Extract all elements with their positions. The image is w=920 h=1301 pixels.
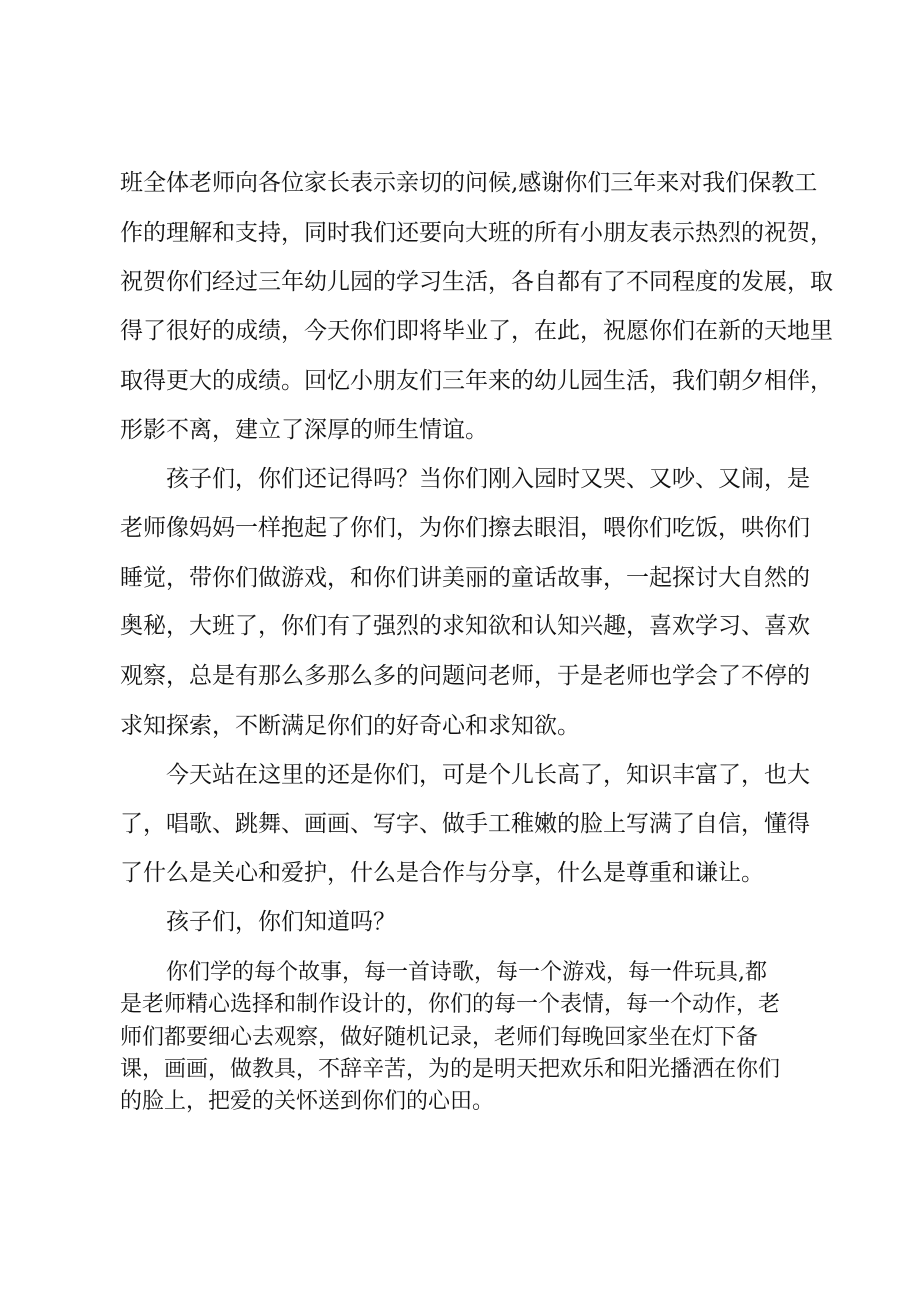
text-line: 作的理解和支持，同时我们还要向大班的所有小朋友表示热烈的祝贺， — [120, 220, 833, 246]
text-line: 课，画画，做教具，不辞辛苦，为的是明天把欢乐和阳光播洒在你们 — [120, 1057, 781, 1082]
text-line: 师们都要细心去观察，做好随机记录，老师们每晚回家坐在灯下备 — [120, 1025, 759, 1050]
text-line: 是老师精心选择和制作设计的，你们的每一个表情，每一个动作，老 — [120, 992, 781, 1017]
text-line: 孩子们，你们还记得吗？当你们刚入园时又哭、又吵、又闹，是 — [166, 466, 810, 492]
text-line: 祝贺你们经过三年幼儿园的学习生活，各自都有了不同程度的发展，取 — [120, 269, 833, 295]
text-line: 孩子们，你们知道吗？ — [166, 909, 396, 935]
text-line: 你们学的每个故事，每一首诗歌，每一个游戏，每一件玩具,都 — [166, 960, 767, 985]
text-line: 取得更大的成绩。回忆小朋友们三年来的幼儿园生活，我们朝夕相伴， — [120, 368, 833, 394]
text-line: 老师像妈妈一样抱起了你们，为你们擦去眼泪，喂你们吃饭，哄你们 — [120, 515, 810, 541]
text-line: 得了很好的成绩，今天你们即将毕业了，在此，祝愿你们在新的天地里 — [120, 318, 833, 344]
text-line: 的脸上，把爱的关怀送到你们的心田。 — [120, 1089, 495, 1114]
text-line: 了什么是关心和爱护，什么是合作与分享，什么是尊重和谦让。 — [120, 860, 764, 886]
text-line: 今天站在这里的还是你们，可是个儿长高了，知识丰富了，也大 — [166, 762, 810, 788]
text-line: 形影不离，建立了深厚的师生情谊。 — [120, 417, 488, 443]
text-line: 奥秘，大班了，你们有了强烈的求知欲和认知兴趣，喜欢学习、喜欢 — [120, 613, 810, 639]
text-line: 班全体老师向各位家长表示亲切的问候,感谢你们三年来对我们保教工 — [120, 170, 818, 196]
text-line: 观察，总是有那么多那么多的问题问老师，于是老师也学会了不停的 — [120, 663, 810, 689]
text-line: 睡觉，带你们做游戏，和你们讲美丽的童话故事，一起探讨大自然的 — [120, 565, 810, 591]
text-line: 求知探索，不断满足你们的好奇心和求知欲。 — [120, 713, 580, 739]
text-line: 了，唱歌、跳舞、画画、写字、做手工稚嫩的脸上写满了自信，懂得 — [120, 811, 810, 837]
